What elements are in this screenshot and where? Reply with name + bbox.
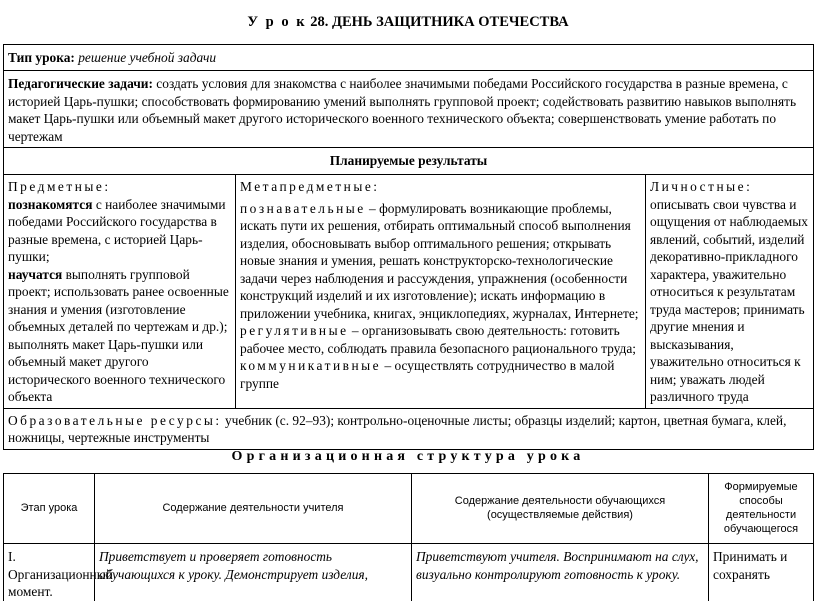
personal-results-label: Личностные: (650, 179, 753, 194)
resources-label: Образовательные ресурсы: (8, 412, 222, 428)
meta-communicative-label: коммуникативные (240, 358, 382, 373)
pedagogical-tasks-cell (4, 71, 814, 148)
meta-regulatory-label: регулятивные (240, 323, 349, 338)
lesson-title (0, 14, 816, 32)
row1-skills: Принимать и сохранять (709, 544, 814, 601)
meta-regulatory-text: – организовывать свою деятельность: готовить рабочее место, соблюдать правила безопасного рационального труда; (240, 323, 637, 356)
resources-cell (4, 408, 814, 449)
org-structure-table (3, 473, 814, 601)
header-stage: Этап урока (4, 474, 95, 544)
meta-results-cell (236, 175, 646, 409)
lesson-title-prefix: У р о к (247, 14, 307, 30)
meta-cognitive-text: – формулировать возникающие проблемы, искать пути их решения, отбирать оптимальный способ выполнения изделия, обосновывать выбор оптимального решения; открывать новые знания и умения, решать конструкторско-технологические задачи через наблюдения и рассуждения, упражнения (особенности конструкций изделий и их изготовление); искать информацию в приложении учебника, книгах, энциклопедиях, журналах, Интернете; (240, 200, 639, 321)
subject-know-text: с наиболее значимыми победами Российского государства в разные времена, с историей Царь-пушки; (8, 196, 226, 264)
subject-results-label: Предметные: (8, 179, 111, 194)
row1-students: Приветствуют учителя. Воспринимают на слух, визуально контролируют готовность к уроку. (412, 544, 709, 601)
subject-results-cell (4, 175, 236, 409)
lesson-type-value: решение учебной задачи (74, 50, 217, 65)
planned-results-heading: Планируемые результаты (4, 148, 814, 175)
header-student-activity: Содержание деятельности обучающихся (осуществляемые действия) (412, 474, 709, 544)
org-structure-heading: Организационная структура урока (231, 449, 585, 464)
subject-learn-text: выполнять групповой проект; использовать ранее освоенные знания и умения (изготовление объемных деталей по чертежам и др.); выполнять макет Царь-пушки или объемный макет другого исторического военного технического объекта (8, 266, 229, 404)
pedagogical-tasks-label: Педагогические задачи: (8, 76, 153, 91)
row1-teacher: Приветствует и проверяет готовность обучающихся к уроку. Демонстрирует изделия, (95, 544, 412, 601)
meta-communicative-text: – осуществлять сотрудничество в малой группе (240, 358, 615, 391)
lesson-type-label: Тип урока: (8, 50, 75, 65)
personal-results-cell (646, 175, 814, 409)
resources-text: учебник (с. 92–93); контрольно-оценочные листы; образцы изделий; картон, цветная бумага, клей, ножницы, чертежные инструменты (8, 412, 787, 445)
subject-learn-label: научатся (8, 266, 63, 282)
lesson-title-rest: 28. ДЕНЬ ЗАЩИТНИКА ОТЕЧЕСТВА (306, 14, 569, 30)
row1-stage: I. Организационный момент. (4, 544, 95, 601)
meta-results-label: Метапредметные: (240, 179, 380, 194)
meta-cognitive-label: познавательные (240, 200, 366, 216)
lesson-info-table (3, 44, 814, 450)
personal-results-text: описывать свои чувства и ощущения от наблюдаемых явлений, событий, изделий декоративно-прикладного характера, уважительно относиться к результатам труда мастеров; принимать другие мнения и высказывания, уважительно относиться к ним; уважать людей различного труда (650, 196, 808, 404)
pedagogical-tasks-text: создать условия для знакомства с наиболее значимыми победами Российского государства в разные времена, с историей Царь-пушки; способствовать формированию умений выполнять групповой проект; содействовать развитию навыков выполнять макет Царь-пушки или объемный макет другого исторического военного технического объекта; совершенствовать умение работать по чертежам (8, 76, 797, 144)
lesson-type-cell (4, 45, 814, 71)
subject-know-label: познакомятся (8, 196, 93, 212)
header-teacher-activity: Содержание деятельности учителя (95, 474, 412, 544)
header-formed-skills: Формируемые способы деятельности обучающегося (709, 474, 814, 544)
